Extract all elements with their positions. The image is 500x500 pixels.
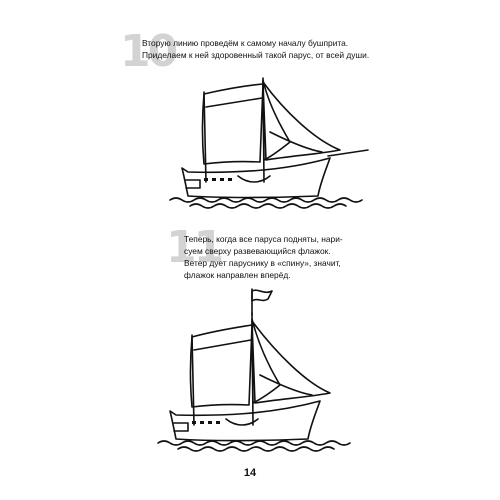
step-10-line-2: Приделаем к ней здоровенный такой парус, от всей души. xyxy=(142,50,370,60)
wave-line-1 xyxy=(170,198,362,202)
front-mast xyxy=(192,335,194,425)
main-sail xyxy=(263,80,290,160)
front-sail-yard xyxy=(206,98,262,107)
step-number-11: 11 xyxy=(166,222,222,273)
step-11-line-4: флажок направлен вперёд. xyxy=(184,270,291,280)
step-number-10: 10 xyxy=(120,26,176,77)
flag xyxy=(252,290,272,301)
step-11-line-3: Ветер дует паруснику в «спину», значит, xyxy=(184,258,341,268)
main-sail xyxy=(252,319,280,403)
page-number: 14 xyxy=(243,467,257,479)
step-11-line-2: суем сверху развевающийся флажок. xyxy=(184,246,331,256)
front-sail xyxy=(203,84,264,164)
jib-sail-seam xyxy=(260,375,312,395)
step-11-line-1: Теперь, когда все паруса подняты, нари- xyxy=(184,234,343,244)
portholes xyxy=(204,178,232,181)
front-sail xyxy=(191,325,253,407)
hull-curve xyxy=(238,176,270,182)
front-mast xyxy=(204,92,206,182)
portholes xyxy=(192,421,220,424)
wave-line-2 xyxy=(178,447,334,451)
front-sail-yard xyxy=(194,340,251,350)
stern-cabin xyxy=(186,180,200,188)
wave-line-1 xyxy=(158,441,350,445)
ship-drawing-step-10 xyxy=(160,72,370,212)
jib-sail xyxy=(263,82,340,160)
step-10-instructions xyxy=(142,37,369,61)
step-11-instructions xyxy=(184,233,343,281)
stern-cabin xyxy=(174,423,188,431)
jib-sail xyxy=(252,321,330,403)
ship-drawing-step-11 xyxy=(148,285,358,455)
step-10-line-1: Вторую линию проведём к самому началу бушприта. xyxy=(142,38,349,48)
wave-line-2 xyxy=(190,204,346,208)
